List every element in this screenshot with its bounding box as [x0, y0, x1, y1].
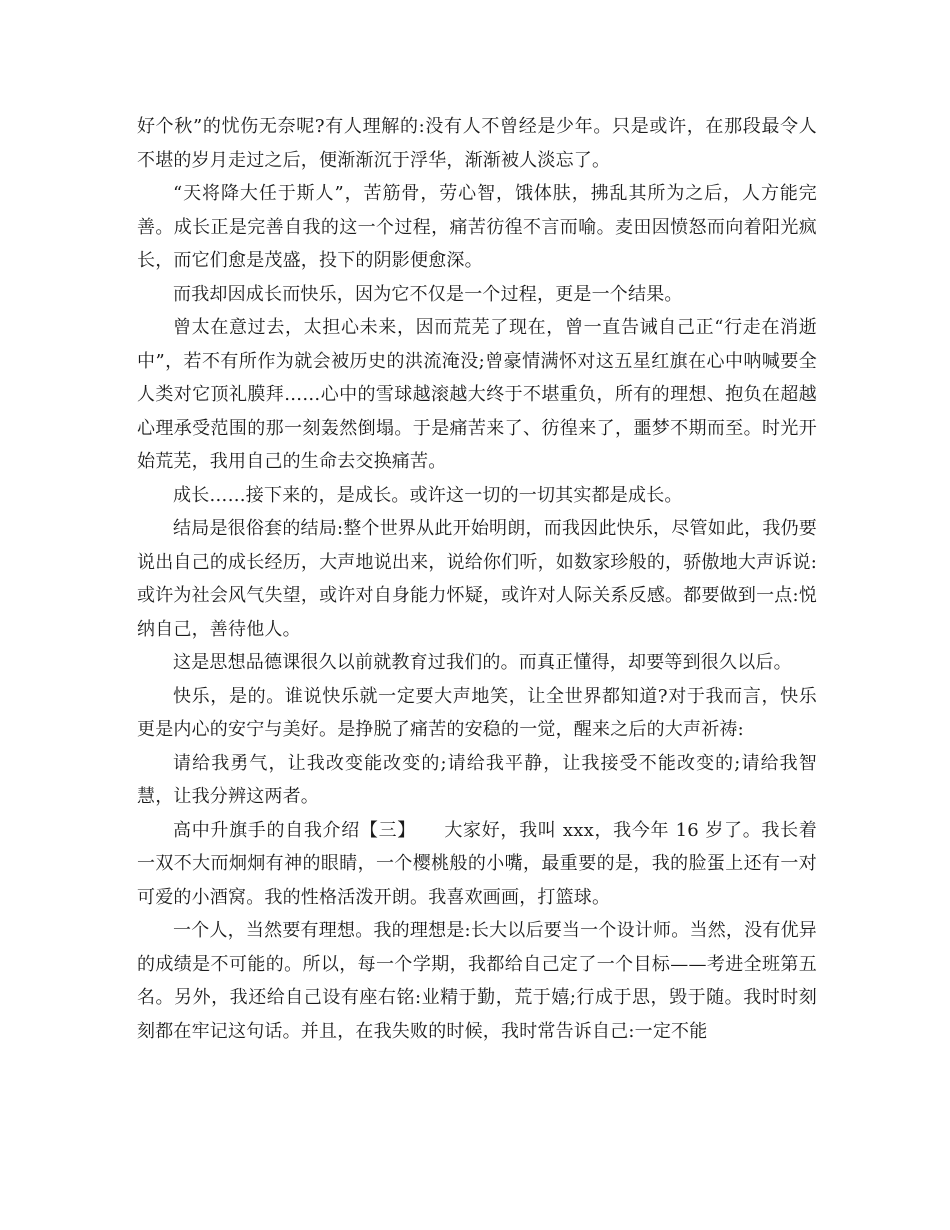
- document-body: [137, 110, 817, 1048]
- paragraph: 一个人，当然要有理想。我的理想是:长大以后要当一个设计师。当然，没有优异的成绩是不可能的。所以，每一个学期，我都给自己定了一个目标——考进全班第五名。另外，我还给自己设有座右铭:业精于勤，荒于嬉;行成于思，毁于随。我时时刻刻都在牢记这句话。并且，在我失败的时候，我时常告诉自己:一定不能: [137, 920, 817, 1042]
- paragraph: 而我却因成长而快乐，因为它不仅是一个过程，更是一个结果。: [173, 283, 683, 305]
- paragraph: 结局是很俗套的结局:整个世界从此开始明朗，而我因此快乐，尽管如此，我仍要说出自己的成长经历，大声地说出来，说给你们听，如数家珍般的，骄傲地大声诉说:或许为社会风气失望，或许对自身能力怀疑，或许对人际关系反感。都要做到一点:悦纳自己，善待他人。: [137, 518, 817, 640]
- paragraph: 这是思想品德课很久以前就教育过我们的。而真正懂得，却要等到很久以后。: [173, 652, 792, 673]
- paragraph: 高中升旗手的自我介绍【三】 大家好，我叫 xxx，我今年 16 岁了。我长着一双不大而炯炯有神的眼睛，一个樱桃般的小嘴，最重要的是，我的脸蛋上还有一对可爱的小酒窝。我的性格活泼开朗。我喜欢画画，打篮球。: [137, 819, 817, 908]
- paragraph: 快乐，是的。谁说快乐就一定要大声地笑，让全世界都知道?对于我而言，快乐更是内心的安宁与美好。是挣脱了痛苦的安稳的一觉，醒来之后的大声祈祷:: [137, 685, 817, 740]
- paragraph: 请给我勇气，让我改变能改变的;请给我平静，让我接受不能改变的;请给我智慧，让我分辨这两者。: [137, 752, 817, 807]
- paragraph: 好个秋”的忧伤无奈呢?有人理解的:没有人不曾经是少年。只是或许，在那段最令人不堪的岁月走过之后，便渐渐沉于浮华，渐渐被人淡忘了。: [137, 116, 817, 171]
- paragraph: 成长……接下来的，是成长。或许这一切的一切其实都是成长。: [173, 484, 683, 506]
- paragraph: “天将降大任于斯人”，苦筋骨，劳心智，饿体肤，拂乱其所为之后，人方能完善。成长正是完善自我的这一个过程，痛苦彷徨不言而喻。麦田因愤怒而向着阳光疯长，而它们愈是茂盛，投下的阴影便愈深。: [137, 183, 817, 271]
- paragraph: 曾太在意过去，太担心未来，因而荒芜了现在，曾一直告诫自己正“行走在消逝中”，若不有所作为就会被历史的洪流淹没;曾豪情满怀对这五星红旗在心中呐喊要全人类对它顶礼膜拜……心中的雪球越滚越大终于不堪重负，所有的理想、抱负在超越心理承受范围的那一刻轰然倒塌。于是痛苦来了、彷徨来了，噩梦不期而至。时光开始荒芜，我用自己的生命去交换痛苦。: [137, 317, 817, 472]
